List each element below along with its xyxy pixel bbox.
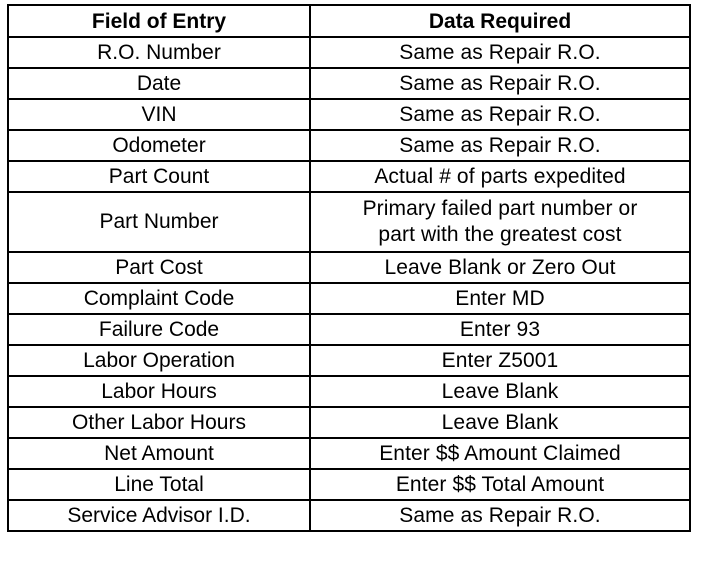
value-cell: Same as Repair R.O. xyxy=(310,68,690,99)
field-cell: VIN xyxy=(8,99,310,130)
value-cell: Same as Repair R.O. xyxy=(310,99,690,130)
field-cell: Service Advisor I.D. xyxy=(8,500,310,531)
table-row xyxy=(8,130,690,161)
value-cell: Enter Z5001 xyxy=(310,345,690,376)
value-cell: Enter $$ Amount Claimed xyxy=(310,438,690,469)
warranty-entry-table xyxy=(7,4,691,532)
value-cell: Same as Repair R.O. xyxy=(310,500,690,531)
value-cell: Enter MD xyxy=(310,283,690,314)
header-field-of-entry: Field of Entry xyxy=(8,5,310,37)
table-row xyxy=(8,407,690,438)
header-data-required: Data Required xyxy=(310,5,690,37)
value-cell: Leave Blank xyxy=(310,376,690,407)
field-cell: Line Total xyxy=(8,469,310,500)
value-line: part with the greatest cost xyxy=(378,223,622,246)
field-cell: Date xyxy=(8,68,310,99)
field-cell: Other Labor Hours xyxy=(8,407,310,438)
field-cell: Labor Operation xyxy=(8,345,310,376)
table-row xyxy=(8,314,690,345)
field-cell: Part Number xyxy=(8,192,310,252)
field-cell: Failure Code xyxy=(8,314,310,345)
field-cell: Complaint Code xyxy=(8,283,310,314)
value-cell: Enter 93 xyxy=(310,314,690,345)
table-header-row xyxy=(8,5,690,37)
table-row xyxy=(8,192,690,252)
table-row xyxy=(8,37,690,68)
field-cell: Part Cost xyxy=(8,252,310,283)
table-row xyxy=(8,438,690,469)
field-cell: Odometer xyxy=(8,130,310,161)
table-row xyxy=(8,469,690,500)
field-cell: Part Count xyxy=(8,161,310,192)
value-cell: Leave Blank xyxy=(310,407,690,438)
table-row xyxy=(8,376,690,407)
table-row xyxy=(8,283,690,314)
value-cell: Same as Repair R.O. xyxy=(310,37,690,68)
value-cell: Actual # of parts expedited xyxy=(310,161,690,192)
value-cell: Same as Repair R.O. xyxy=(310,130,690,161)
table-row xyxy=(8,252,690,283)
field-cell: Labor Hours xyxy=(8,376,310,407)
value-line: Primary failed part number or xyxy=(362,197,638,220)
field-cell: Net Amount xyxy=(8,438,310,469)
value-cell: Enter $$ Total Amount xyxy=(310,469,690,500)
table-row xyxy=(8,68,690,99)
table-row xyxy=(8,99,690,130)
value-cell: Leave Blank or Zero Out xyxy=(310,252,690,283)
table-row xyxy=(8,161,690,192)
field-cell: R.O. Number xyxy=(8,37,310,68)
table-row xyxy=(8,345,690,376)
value-cell xyxy=(310,192,690,252)
table-row xyxy=(8,500,690,531)
